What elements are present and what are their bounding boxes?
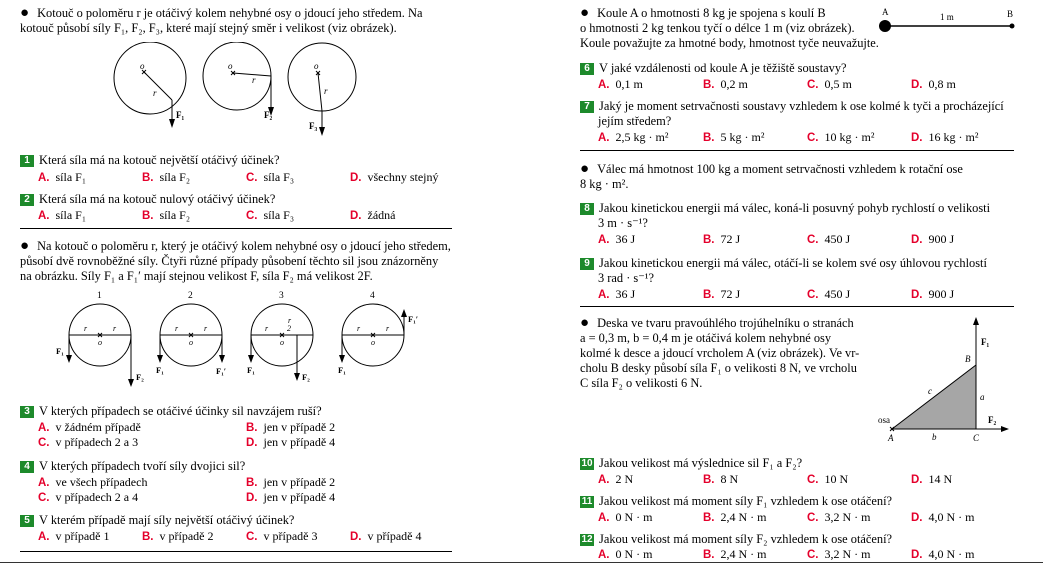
- question-7: [580, 99, 1004, 114]
- section4-intro: ● Válec má hmotnost 100 kg a moment setrvačnosti vzhledem k rotační ose 8 kg · m².: [580, 161, 963, 191]
- section5-intro: ● Deska ve tvaru pravoúhlého trojúhelníku o stranách a = 0,3 m, b = 0,4 m je otáčivá kolem nehybné osy kolmé k desce a jdoucí vrcholem A (viz obrázek). Ve vr- cholu B desky působí síla F₁ o velikosti 8 N, ve vrcholu C síla F₂ o velikosti 6 N.: [580, 315, 860, 390]
- q4-option-d[interactable]: D. jen v případě 4: [246, 490, 336, 504]
- question-number: 9: [580, 258, 594, 270]
- svg-text:F₁: F₁: [156, 365, 164, 375]
- question-text: Jakou velikost má moment síly F₁ vzhledem k ose otáčení?: [599, 494, 893, 508]
- q5-option-c[interactable]: C. v případě 3: [246, 529, 318, 543]
- q9-option-c[interactable]: C. 450 J: [807, 287, 851, 301]
- q2-option-d[interactable]: D. žádná: [350, 208, 396, 222]
- question-number: 8: [580, 203, 594, 215]
- label-1m: 1 m: [940, 12, 954, 22]
- q10-option-b[interactable]: B. 8 N: [703, 472, 739, 486]
- question-text: Jakou velikost má výslednice sil F₁ a F₂?: [599, 456, 803, 470]
- svg-text:r: r: [175, 324, 179, 333]
- q1-option-b[interactable]: B. síla F₂: [142, 170, 191, 184]
- svg-text:F₂: F₂: [136, 372, 144, 382]
- q12-option-b[interactable]: B. 2,4 N · m: [703, 547, 767, 561]
- label-A: A: [882, 7, 889, 17]
- svg-text:F₁: F₁: [56, 346, 64, 356]
- svg-text:o: o: [371, 338, 375, 347]
- q4-option-b[interactable]: B. jen v případě 2: [246, 475, 336, 489]
- question-text: Jakou kinetickou energii má válec, otáčí-li se kolem své osy úhlovou rychlostí: [599, 256, 987, 270]
- label-F2: F₂: [264, 110, 273, 120]
- bullet: ●: [20, 5, 30, 21]
- question-text: Jaký je moment setrvačnosti soustavy vzhledem k ose kolmé k tyči a procházející: [599, 99, 1004, 113]
- label-F1: F₁: [176, 110, 185, 120]
- q4-option-c[interactable]: C. v případech 2 a 4: [38, 490, 139, 504]
- label-o: o: [228, 61, 233, 71]
- q11-option-a[interactable]: A. 0 N · m: [598, 510, 653, 524]
- bullet: ●: [580, 315, 590, 331]
- label-o: o: [140, 61, 145, 71]
- svg-text:r: r: [357, 324, 361, 333]
- q12-option-d[interactable]: D. 4,0 N · m: [911, 547, 975, 561]
- q7-option-c[interactable]: C. 10 kg · m²: [807, 130, 875, 144]
- page-bottom-rule: [0, 562, 1043, 563]
- svg-text:r: r: [288, 316, 292, 325]
- svg-text:F₁: F₁: [247, 365, 255, 375]
- case-number-3: 3: [279, 291, 284, 301]
- case-number-2: 2: [188, 291, 193, 301]
- q6-option-c[interactable]: C. 0,5 m: [807, 77, 852, 91]
- section2-intro: ● Na kotouč o poloměru r, který je otáčivý kolem nehybné osy o jdoucí jeho středem, působí dvě rovnoběžné síly. Čtyři různé případy působení těchto sil jsou znázorněny na obrázku. Síly F₁ a F₁′ mají stejnou velikost F, síla F₂ má velikost 2F.: [20, 238, 451, 283]
- question-12: [580, 532, 892, 547]
- svg-text:r: r: [386, 324, 390, 333]
- figure-four-cases: [50, 288, 430, 390]
- question-6: [580, 61, 847, 76]
- q8-option-b[interactable]: B. 72 J: [703, 232, 741, 246]
- svg-text:2: 2: [287, 324, 291, 333]
- label-F2: F₂: [988, 415, 997, 425]
- q10-option-a[interactable]: A. 2 N: [598, 472, 634, 486]
- question-10: [580, 456, 802, 471]
- svg-text:F₁: F₁: [338, 365, 346, 375]
- q5-option-b[interactable]: B. v případě 2: [142, 529, 214, 543]
- figure-three-disks: [100, 42, 380, 144]
- label-b: b: [932, 432, 937, 442]
- q7-option-d[interactable]: D. 16 kg · m²: [911, 130, 979, 144]
- svg-text:o: o: [98, 338, 102, 347]
- label-F3: F₃: [309, 121, 318, 131]
- q2-option-c[interactable]: C. síla F₃: [246, 208, 295, 222]
- question-number: 6: [580, 63, 594, 75]
- q9-option-a[interactable]: A. 36 J: [598, 287, 636, 301]
- question-number: 3: [20, 406, 34, 418]
- question-text: V kterém případě mají síly největší otáčivý účinek?: [39, 513, 295, 527]
- question-number: 7: [580, 101, 594, 113]
- q12-option-c[interactable]: C. 3,2 N · m: [807, 547, 871, 561]
- svg-text:r: r: [204, 324, 208, 333]
- q1-option-a[interactable]: A. síla F₁: [38, 170, 87, 184]
- question-text: V kterých případech se otáčivé účinky sil navzájem ruší?: [39, 404, 322, 418]
- divider: [580, 306, 1014, 307]
- question-text: Která síla má na kotouč největší otáčivý účinek?: [39, 153, 280, 167]
- question-number: 12: [581, 534, 593, 545]
- svg-text:r: r: [265, 324, 269, 333]
- q2-option-b[interactable]: B. síla F₂: [142, 208, 191, 222]
- q11-option-c[interactable]: C. 3,2 N · m: [807, 510, 871, 524]
- label-o: o: [314, 61, 319, 71]
- question-text: Která síla má na kotouč nulový otáčivý účinek?: [39, 192, 276, 206]
- question-text-cont: jejím středem?: [598, 114, 672, 128]
- case-number-4: 4: [370, 291, 375, 301]
- q8-option-a[interactable]: A. 36 J: [598, 232, 636, 246]
- q3-option-a[interactable]: A. v žádném případě: [38, 420, 141, 434]
- svg-text:F₂: F₂: [302, 372, 310, 382]
- label-osa: osa: [878, 415, 890, 425]
- question-number: 10: [581, 458, 593, 469]
- q12-option-a[interactable]: A. 0 N · m: [598, 547, 653, 561]
- section1-intro: ● Kotouč o poloměru r je otáčivý kolem nehybné osy o jdoucí jeho středem. Na kotouč působí síly F₁, F₂, F₃, které mají stejný směr i velikost (viz obrázek).: [20, 5, 423, 35]
- bullet: ●: [20, 238, 30, 254]
- bullet: ●: [580, 5, 590, 21]
- q11-option-b[interactable]: B. 2,4 N · m: [703, 510, 767, 524]
- figure-rod: [876, 6, 1021, 36]
- svg-text:o: o: [189, 338, 193, 347]
- question-number: 11: [581, 496, 593, 507]
- q5-option-d[interactable]: D. v případě 4: [350, 529, 422, 543]
- divider: [20, 228, 452, 229]
- q1-option-c[interactable]: C. síla F₃: [246, 170, 295, 184]
- q9-option-d[interactable]: D. 900 J: [911, 287, 955, 301]
- label-A: A: [888, 433, 894, 443]
- divider: [580, 150, 1014, 151]
- divider: [20, 551, 452, 552]
- question-text-cont: 3 rad · s⁻¹?: [598, 271, 655, 285]
- label-F1: F₁: [981, 337, 990, 347]
- svg-text:F₁′: F₁′: [408, 314, 419, 324]
- label-c: c: [928, 386, 932, 396]
- question-8: [580, 201, 990, 216]
- question-text: V kterých případech tvoří síly dvojici sil?: [39, 459, 246, 473]
- q7-option-a[interactable]: A. 2,5 kg · m²: [598, 130, 669, 144]
- figure-triangle: [874, 312, 1014, 448]
- svg-text:F₁′: F₁′: [216, 366, 227, 376]
- q4-option-a[interactable]: A. ve všech případech: [38, 475, 148, 489]
- question-text-cont: 3 m · s⁻¹?: [598, 216, 648, 230]
- q7-option-b[interactable]: B. 5 kg · m²: [703, 130, 765, 144]
- svg-text:r: r: [84, 324, 88, 333]
- q5-option-a[interactable]: A. v případě 1: [38, 529, 110, 543]
- label-a: a: [980, 392, 985, 402]
- q10-option-c[interactable]: C. 10 N: [807, 472, 849, 486]
- q6-option-a[interactable]: A. 0,1 m: [598, 77, 643, 91]
- q10-option-d[interactable]: D. 14 N: [911, 472, 953, 486]
- q2-option-a[interactable]: A. síla F₁: [38, 208, 87, 222]
- q1-option-d[interactable]: D. všechny stejný: [350, 170, 439, 184]
- question-text: Jakou kinetickou energii má válec, koná-li posuvný pohyb rychlostí o velikosti: [599, 201, 991, 215]
- q6-option-b[interactable]: B. 0,2 m: [703, 77, 748, 91]
- q3-option-c[interactable]: C. v případech 2 a 3: [38, 435, 139, 449]
- label-r: r: [153, 88, 157, 98]
- label-C: C: [973, 433, 980, 443]
- question-9: [580, 256, 987, 271]
- q3-option-b[interactable]: B. jen v případě 2: [246, 420, 336, 434]
- q8-option-d[interactable]: D. 900 J: [911, 232, 955, 246]
- label-r: r: [324, 86, 328, 96]
- svg-text:o: o: [280, 338, 284, 347]
- question-text: Jakou velikost má moment síly F₂ vzhledem k ose otáčení?: [599, 532, 893, 546]
- question-number: 5: [20, 515, 34, 527]
- section3-intro: ● Koule A o hmotnosti 8 kg je spojena s koulí B o hmotnosti 2 kg tenkou tyčí o délce 1 m (viz obrázek). Koule považujte za hmotné body, hmotnost tyče neuvažujte.: [580, 5, 879, 50]
- label-B: B: [1007, 9, 1014, 19]
- label-r: r: [252, 75, 256, 85]
- q9-option-b[interactable]: B. 72 J: [703, 287, 741, 301]
- q6-option-d[interactable]: D. 0,8 m: [911, 77, 956, 91]
- label-B: B: [965, 354, 971, 364]
- q3-option-d[interactable]: D. jen v případě 4: [246, 435, 336, 449]
- q11-option-d[interactable]: D. 4,0 N · m: [911, 510, 975, 524]
- svg-text:r: r: [113, 324, 117, 333]
- q8-option-c[interactable]: C. 450 J: [807, 232, 851, 246]
- question-11: [580, 494, 892, 509]
- bullet: ●: [580, 161, 590, 177]
- question-text: V jaké vzdálenosti od koule A je těžiště soustavy?: [599, 61, 847, 75]
- question-number: 2: [20, 194, 34, 206]
- question-number: 1: [20, 155, 34, 167]
- case-number-1: 1: [97, 291, 102, 301]
- question-number: 4: [20, 461, 34, 473]
